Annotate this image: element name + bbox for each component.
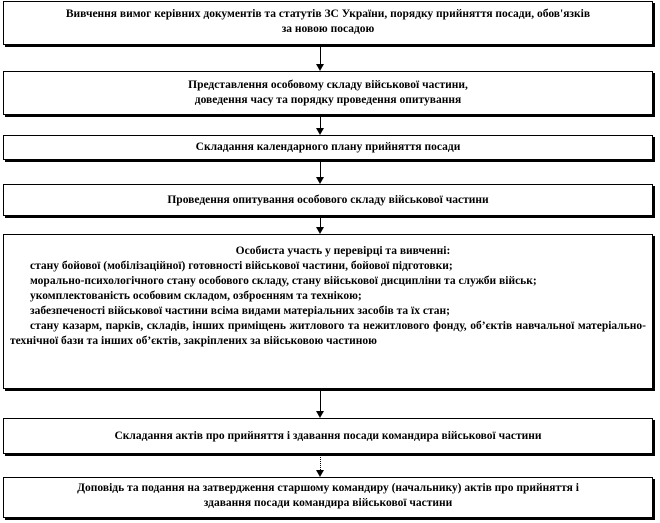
step-introduction	[3, 71, 653, 115]
step-1-line-2: за новою посадою	[281, 23, 375, 35]
step-inspection	[3, 234, 653, 389]
inspection-item: стану бойової (мобілізаційної) готовності військової частини, бойової підготовки;	[30, 260, 453, 272]
step-6-line-1: Складання актів про прийняття і здавання посади командира військової частини	[114, 430, 542, 442]
inspection-item: морально-психологічного стану особового складу, стану військової дисципліни та служби військ;	[30, 275, 537, 287]
step-4-line-1: Проведення опитування особового складу військової частини	[167, 194, 489, 206]
inspection-item: забезпеченості військової частини всіма видами матеріальних засобів та їх стан;	[30, 305, 450, 317]
step-7-line-2: здавання посади командира військової частини	[203, 497, 453, 509]
step-acts	[3, 418, 653, 454]
inspection-heading: Особиста участь у перевірці та вивченні:	[235, 245, 451, 257]
step-2-line-2: доведення часу та порядку проведення опитування	[194, 94, 462, 106]
inspection-item: укомплектованість особовим складом, озброєнням та технікою;	[30, 290, 362, 302]
step-study-documents	[3, 1, 653, 45]
step-1-line-1: Вивчення вимог керівних документів та статутів ЗС України, порядку прийняття посади, обов'язків	[65, 8, 591, 20]
step-3-line-1: Складання календарного плану прийняття посади	[195, 141, 461, 153]
inspection-item: стану казарм, парків, складів, інших приміщень житлового та нежитлового фонду, об’єктів навчальної матеріально-технічної бази та інших об’єктів, закріплених за військовою частиною	[10, 320, 646, 347]
step-2-line-1: Представлення особовому складу військової частини,	[188, 79, 468, 91]
step-report	[3, 477, 653, 518]
step-7-line-1: Доповідь та подання на затвердження старшому командиру (начальнику) актів про прийняття і	[77, 482, 579, 494]
step-calendar-plan	[3, 135, 653, 160]
step-survey	[3, 184, 653, 216]
